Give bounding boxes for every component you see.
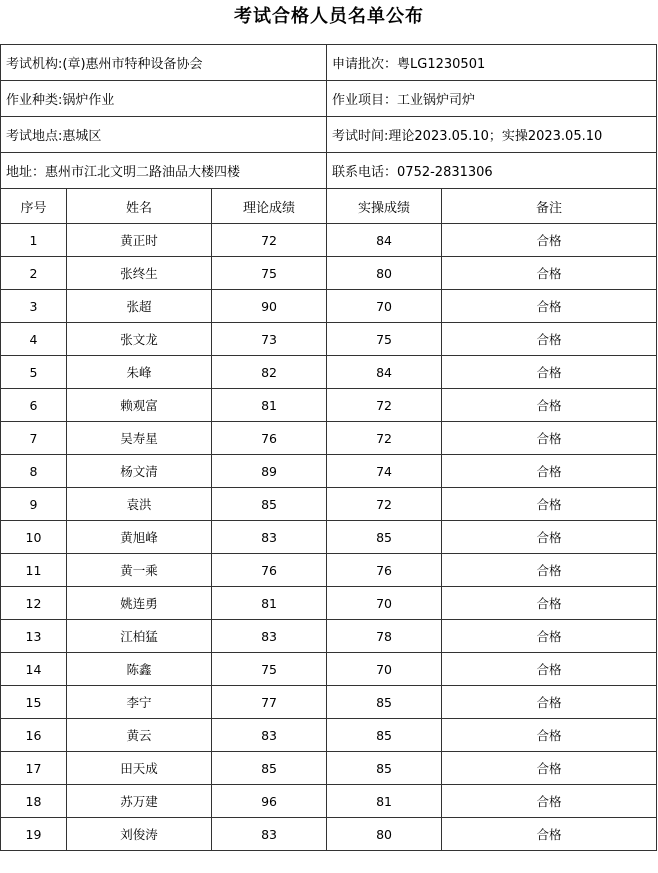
practical-score-cell: 80 bbox=[327, 818, 442, 851]
table-row bbox=[1, 587, 657, 620]
contact-phone: 联系电话：0752-2831306 bbox=[327, 153, 657, 189]
exam-time: 考试时间:理论2023.05.10；实操2023.05.10 bbox=[327, 117, 657, 153]
theory-score-cell: 72 bbox=[212, 224, 327, 257]
name-cell: 黄云 bbox=[67, 719, 212, 752]
header-serial: 序号 bbox=[1, 189, 67, 224]
table-row bbox=[1, 323, 657, 356]
remark-cell: 合格 bbox=[442, 785, 657, 818]
exam-location: 考试地点:惠城区 bbox=[1, 117, 327, 153]
practical-score-cell: 84 bbox=[327, 356, 442, 389]
practical-score-cell: 75 bbox=[327, 323, 442, 356]
name-cell: 杨文清 bbox=[67, 455, 212, 488]
serial-cell: 19 bbox=[1, 818, 67, 851]
remark-cell: 合格 bbox=[442, 653, 657, 686]
serial-cell: 14 bbox=[1, 653, 67, 686]
remark-cell: 合格 bbox=[442, 752, 657, 785]
remark-cell: 合格 bbox=[442, 719, 657, 752]
work-category: 作业种类:锅炉作业 bbox=[1, 81, 327, 117]
theory-score-cell: 75 bbox=[212, 653, 327, 686]
serial-cell: 11 bbox=[1, 554, 67, 587]
practical-score-cell: 70 bbox=[327, 290, 442, 323]
page-title: 考试合格人员名单公布 bbox=[234, 6, 424, 27]
name-cell: 姚连勇 bbox=[67, 587, 212, 620]
serial-cell: 13 bbox=[1, 620, 67, 653]
practical-score-cell: 81 bbox=[327, 785, 442, 818]
serial-cell: 16 bbox=[1, 719, 67, 752]
table-row bbox=[1, 785, 657, 818]
theory-score-cell: 85 bbox=[212, 488, 327, 521]
table-row bbox=[1, 422, 657, 455]
application-batch: 申请批次：粤LG1230501 bbox=[327, 45, 657, 81]
theory-score-cell: 85 bbox=[212, 752, 327, 785]
table-row bbox=[1, 686, 657, 719]
table-row bbox=[1, 719, 657, 752]
name-cell: 袁洪 bbox=[67, 488, 212, 521]
theory-score-cell: 81 bbox=[212, 587, 327, 620]
theory-score-cell: 83 bbox=[212, 818, 327, 851]
serial-cell: 4 bbox=[1, 323, 67, 356]
serial-cell: 17 bbox=[1, 752, 67, 785]
name-cell: 赖观富 bbox=[67, 389, 212, 422]
table-row bbox=[1, 653, 657, 686]
remark-cell: 合格 bbox=[442, 686, 657, 719]
info-row-address bbox=[1, 153, 657, 189]
theory-score-cell: 83 bbox=[212, 620, 327, 653]
practical-score-cell: 85 bbox=[327, 719, 442, 752]
table-row bbox=[1, 257, 657, 290]
header-remark: 备注 bbox=[442, 189, 657, 224]
table-row bbox=[1, 389, 657, 422]
remark-cell: 合格 bbox=[442, 818, 657, 851]
table-row bbox=[1, 455, 657, 488]
practical-score-cell: 70 bbox=[327, 587, 442, 620]
table-row bbox=[1, 818, 657, 851]
serial-cell: 5 bbox=[1, 356, 67, 389]
table-row bbox=[1, 356, 657, 389]
remark-cell: 合格 bbox=[442, 290, 657, 323]
remark-cell: 合格 bbox=[442, 257, 657, 290]
remark-cell: 合格 bbox=[442, 554, 657, 587]
name-cell: 江柏猛 bbox=[67, 620, 212, 653]
name-cell: 朱峰 bbox=[67, 356, 212, 389]
info-row-location bbox=[1, 117, 657, 153]
theory-score-cell: 82 bbox=[212, 356, 327, 389]
remark-cell: 合格 bbox=[442, 323, 657, 356]
remark-cell: 合格 bbox=[442, 356, 657, 389]
theory-score-cell: 90 bbox=[212, 290, 327, 323]
table-header-row bbox=[1, 189, 657, 224]
work-item: 作业项目：工业锅炉司炉 bbox=[327, 81, 657, 117]
serial-cell: 6 bbox=[1, 389, 67, 422]
name-cell: 黄正时 bbox=[67, 224, 212, 257]
serial-cell: 8 bbox=[1, 455, 67, 488]
results-table bbox=[0, 44, 657, 851]
serial-cell: 9 bbox=[1, 488, 67, 521]
name-cell: 刘俊涛 bbox=[67, 818, 212, 851]
theory-score-cell: 77 bbox=[212, 686, 327, 719]
remark-cell: 合格 bbox=[442, 389, 657, 422]
theory-score-cell: 96 bbox=[212, 785, 327, 818]
exam-organization: 考试机构:(章)惠州市特种设备协会 bbox=[1, 45, 327, 81]
address: 地址：惠州市江北文明二路油品大楼四楼 bbox=[1, 153, 327, 189]
practical-score-cell: 76 bbox=[327, 554, 442, 587]
name-cell: 张终生 bbox=[67, 257, 212, 290]
remark-cell: 合格 bbox=[442, 620, 657, 653]
practical-score-cell: 85 bbox=[327, 752, 442, 785]
theory-score-cell: 75 bbox=[212, 257, 327, 290]
theory-score-cell: 81 bbox=[212, 389, 327, 422]
theory-score-cell: 89 bbox=[212, 455, 327, 488]
practical-score-cell: 85 bbox=[327, 521, 442, 554]
table-row bbox=[1, 620, 657, 653]
theory-score-cell: 83 bbox=[212, 521, 327, 554]
theory-score-cell: 73 bbox=[212, 323, 327, 356]
header-practical-score: 实操成绩 bbox=[327, 189, 442, 224]
name-cell: 黄一乘 bbox=[67, 554, 212, 587]
remark-cell: 合格 bbox=[442, 587, 657, 620]
table-row bbox=[1, 554, 657, 587]
serial-cell: 1 bbox=[1, 224, 67, 257]
serial-cell: 18 bbox=[1, 785, 67, 818]
table-row bbox=[1, 488, 657, 521]
serial-cell: 7 bbox=[1, 422, 67, 455]
theory-score-cell: 76 bbox=[212, 554, 327, 587]
remark-cell: 合格 bbox=[442, 422, 657, 455]
practical-score-cell: 85 bbox=[327, 686, 442, 719]
practical-score-cell: 70 bbox=[327, 653, 442, 686]
name-cell: 陈鑫 bbox=[67, 653, 212, 686]
remark-cell: 合格 bbox=[442, 224, 657, 257]
serial-cell: 3 bbox=[1, 290, 67, 323]
name-cell: 田天成 bbox=[67, 752, 212, 785]
name-cell: 吴寿星 bbox=[67, 422, 212, 455]
practical-score-cell: 84 bbox=[327, 224, 442, 257]
serial-cell: 10 bbox=[1, 521, 67, 554]
practical-score-cell: 72 bbox=[327, 422, 442, 455]
table-row bbox=[1, 224, 657, 257]
info-row-org bbox=[1, 45, 657, 81]
theory-score-cell: 83 bbox=[212, 719, 327, 752]
table-row bbox=[1, 290, 657, 323]
theory-score-cell: 76 bbox=[212, 422, 327, 455]
practical-score-cell: 72 bbox=[327, 488, 442, 521]
info-row-category bbox=[1, 81, 657, 117]
practical-score-cell: 78 bbox=[327, 620, 442, 653]
practical-score-cell: 74 bbox=[327, 455, 442, 488]
remark-cell: 合格 bbox=[442, 488, 657, 521]
remark-cell: 合格 bbox=[442, 455, 657, 488]
table-row bbox=[1, 752, 657, 785]
remark-cell: 合格 bbox=[442, 521, 657, 554]
name-cell: 黄旭峰 bbox=[67, 521, 212, 554]
name-cell: 张文龙 bbox=[67, 323, 212, 356]
table-body bbox=[1, 45, 657, 851]
serial-cell: 12 bbox=[1, 587, 67, 620]
practical-score-cell: 72 bbox=[327, 389, 442, 422]
header-name: 姓名 bbox=[67, 189, 212, 224]
name-cell: 苏万建 bbox=[67, 785, 212, 818]
table-row bbox=[1, 521, 657, 554]
header-theory-score: 理论成绩 bbox=[212, 189, 327, 224]
name-cell: 张超 bbox=[67, 290, 212, 323]
practical-score-cell: 80 bbox=[327, 257, 442, 290]
name-cell: 李宁 bbox=[67, 686, 212, 719]
serial-cell: 2 bbox=[1, 257, 67, 290]
serial-cell: 15 bbox=[1, 686, 67, 719]
